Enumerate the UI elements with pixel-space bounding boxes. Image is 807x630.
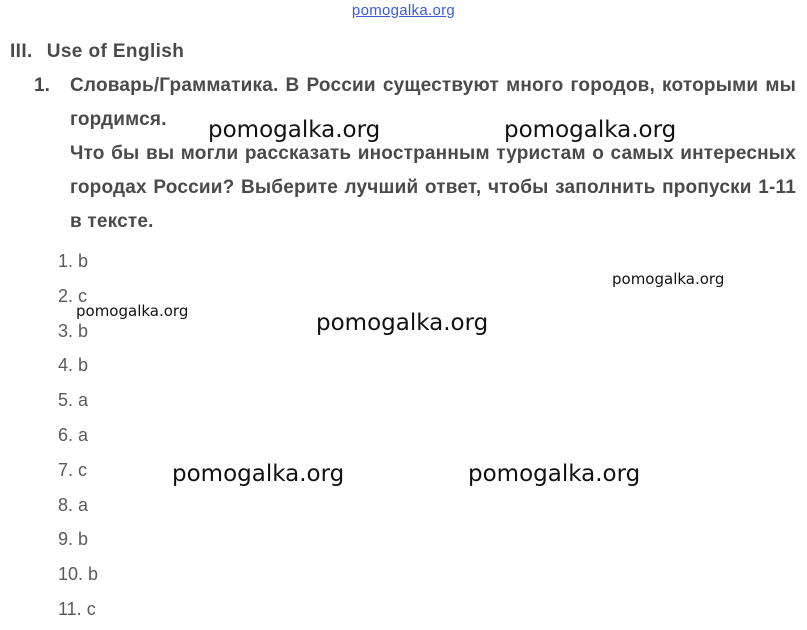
watermark: pomogalka.org bbox=[172, 461, 345, 487]
watermark: pomogalka.org bbox=[316, 310, 489, 336]
section-number: III. bbox=[10, 41, 33, 62]
section-title: Use of English bbox=[46, 41, 185, 62]
answer-item: 1. b bbox=[58, 251, 89, 271]
section-heading bbox=[10, 41, 184, 63]
header-link[interactable]: pomogalka.org bbox=[351, 2, 456, 19]
task-paragraph-2: Что бы вы могли рассказать иностранным туристам о самых интересных городах России? Выберите лучший ответ, чтобы заполнить пропуски 1-11 в тексте. bbox=[70, 143, 796, 232]
answer-item: 9. b bbox=[58, 529, 89, 550]
answer-item: 4. b bbox=[58, 355, 89, 376]
answer-item: 7. c bbox=[58, 459, 88, 480]
answer-item: 3. b bbox=[58, 320, 89, 341]
task-paragraph-1: Словарь/Грамматика. В России существуют много городов, которыми мы гордимся. bbox=[70, 75, 796, 130]
watermark: pomogalka.org bbox=[612, 270, 725, 288]
task-text bbox=[70, 75, 796, 239]
answer-item: 6. a bbox=[58, 424, 89, 445]
task-number: 1. bbox=[34, 75, 50, 96]
answer-item: 8. a bbox=[58, 494, 89, 515]
watermark: pomogalka.org bbox=[76, 302, 189, 320]
watermark: pomogalka.org bbox=[208, 117, 381, 143]
watermark: pomogalka.org bbox=[468, 461, 641, 487]
answer-item: 2. c bbox=[58, 285, 88, 306]
watermark: pomogalka.org bbox=[504, 117, 677, 143]
answer-item: 11. c bbox=[58, 598, 96, 619]
answer-item: 5. a bbox=[58, 390, 89, 411]
answer-item: 10. b bbox=[58, 564, 99, 585]
